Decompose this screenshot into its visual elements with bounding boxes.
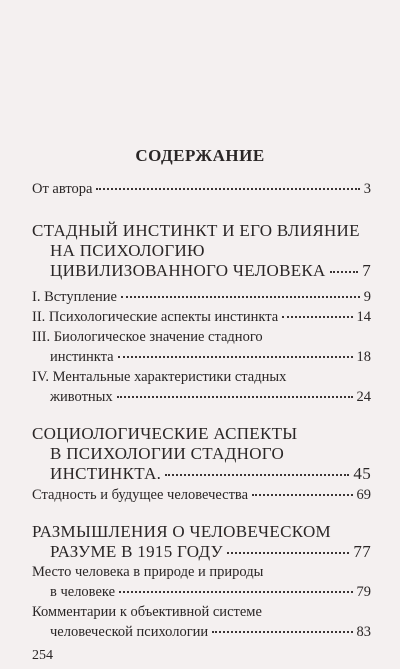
toc-section-text: НА ПСИХОЛОГИЮ	[50, 241, 205, 260]
dot-leader	[227, 551, 349, 554]
toc-section-1-line-2	[50, 241, 371, 261]
toc-page-number: 14	[356, 309, 371, 325]
toc-entry-commentary-line-1	[32, 604, 371, 624]
toc-entry-text: IV. Ментальные характеристики стадных	[32, 369, 287, 385]
dot-leader	[118, 355, 353, 358]
toc-entry-text: человеческой психологии	[50, 624, 209, 640]
toc-page-number: 18	[356, 349, 371, 365]
toc-entry-text: Комментарии к объективной системе	[32, 604, 262, 620]
toc-section-text: РАЗМЫШЛЕНИЯ О ЧЕЛОВЕЧЕСКОМ	[32, 522, 331, 541]
dot-leader	[121, 295, 360, 298]
toc-section-2-line-2	[50, 444, 371, 464]
toc-entry-text: животных	[50, 389, 113, 405]
toc-entry-text: I. Вступление	[32, 289, 117, 305]
toc-entry-text: III. Биологическое значение стадного	[32, 329, 263, 345]
toc-page-number: 83	[356, 624, 371, 640]
toc-section-text: В ПСИХОЛОГИИ СТАДНОГО	[50, 444, 285, 463]
dot-leader	[212, 630, 352, 633]
toc-entry-text: Место человека в природе и природы	[32, 564, 264, 580]
toc-entry-chapter-3-line-1	[32, 329, 371, 349]
toc-section-3-line-2	[50, 542, 371, 562]
toc-entry-text: Стадность и будущее человечества	[32, 487, 249, 503]
toc-section-text: ИНСТИНКТА.	[50, 464, 162, 483]
toc-entry-future	[32, 487, 371, 507]
toc-section-text: ЦИВИЛИЗОВАННОГО ЧЕЛОВЕКА	[50, 261, 326, 280]
toc-page-number: 7	[362, 261, 371, 280]
toc-page-number: 24	[356, 389, 371, 405]
toc-page-number: 79	[356, 584, 371, 600]
toc-section-1-line-1	[32, 221, 371, 241]
toc-entry-text: От автора	[32, 181, 93, 197]
toc-entry-chapter-2	[32, 309, 371, 329]
toc-entry-author	[32, 181, 371, 201]
toc-entry-chapter-1	[32, 289, 371, 309]
dot-leader	[252, 493, 352, 496]
toc-section-text: СОЦИОЛОГИЧЕСКИЕ АСПЕКТЫ	[32, 424, 298, 443]
toc-section-text: СТАДНЫЙ ИНСТИНКТ И ЕГО ВЛИЯНИЕ	[32, 221, 360, 240]
toc-entry-chapter-4-line-1	[32, 369, 371, 389]
dot-leader	[165, 473, 349, 476]
toc-page-number: 45	[353, 464, 371, 483]
toc-section-1-line-3	[50, 261, 371, 281]
toc-entry-text: инстинкта	[50, 349, 114, 365]
toc-entry-text: II. Психологические аспекты инстинкта	[32, 309, 279, 325]
toc-section-3-line-1	[32, 522, 371, 542]
toc-entry-commentary-line-2	[50, 624, 371, 644]
toc-entry-chapter-3-line-2	[50, 349, 371, 369]
toc-page-number: 9	[363, 289, 371, 305]
toc-section-2-line-1	[32, 424, 371, 444]
toc-page-number: 77	[353, 542, 371, 561]
toc-section-text: РАЗУМЕ В 1915 ГОДУ	[50, 542, 223, 561]
dot-leader	[330, 270, 359, 273]
dot-leader	[96, 187, 359, 190]
toc-entry-chapter-4-line-2	[50, 389, 371, 409]
dot-leader	[282, 315, 352, 318]
toc-page-number: 3	[363, 181, 371, 197]
page-folio: 254	[32, 648, 53, 663]
toc-section-2-line-3	[50, 464, 371, 484]
toc-entry-place-line-2	[50, 584, 371, 604]
toc-entry-place-line-1	[32, 564, 371, 584]
dot-leader	[119, 590, 352, 593]
contents-heading: СОДЕРЖАНИЕ	[135, 146, 265, 165]
toc-page-number: 69	[356, 487, 371, 503]
toc-entry-text: в человеке	[50, 584, 116, 600]
dot-leader	[117, 395, 353, 398]
